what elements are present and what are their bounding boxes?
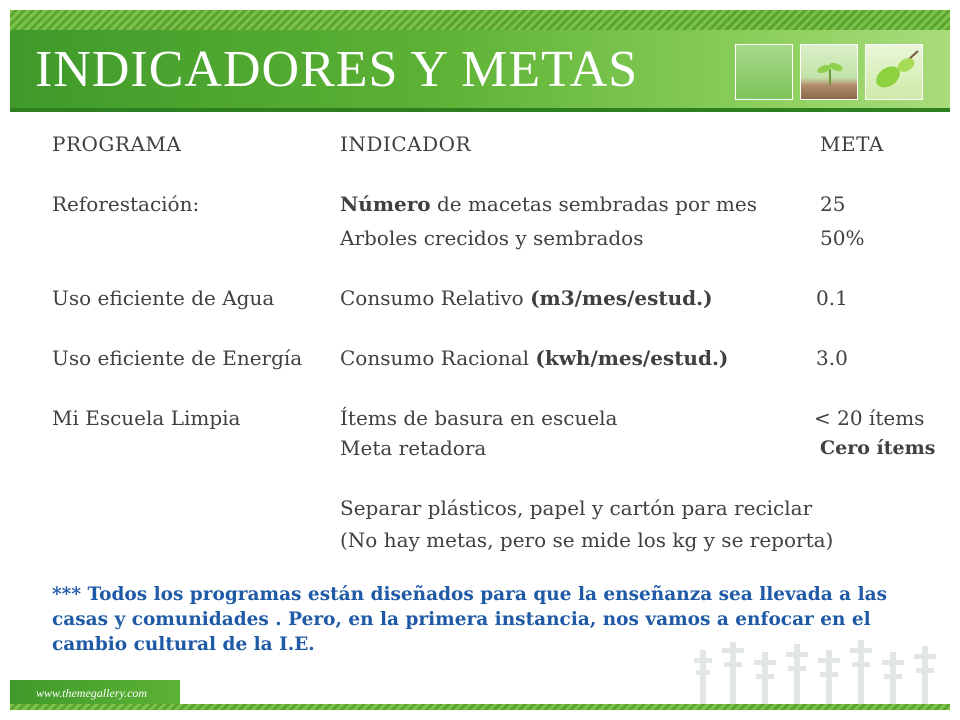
indicador-text: Consumo Relativo xyxy=(340,286,531,310)
indicador-unit: (m3/mes/estud.) xyxy=(530,286,713,310)
indicador-text: Consumo Racional xyxy=(340,346,536,370)
row-meta: 3.0 xyxy=(816,346,848,370)
row-meta: 50% xyxy=(820,226,865,250)
thumbnail-sprout-image xyxy=(800,44,858,100)
banner-shadow xyxy=(10,108,950,112)
plant-silhouettes-decoration xyxy=(690,630,950,704)
row-programa: Mi Escuela Limpia xyxy=(52,406,241,430)
row-indicador: Ítems de basura en escuela xyxy=(340,406,618,430)
row-indicador xyxy=(340,192,757,216)
row-indicador: Arboles crecidos y sembrados xyxy=(340,226,644,250)
thumbnail-leaves-image xyxy=(865,44,923,100)
indicador-text: de macetas sembradas por mes xyxy=(430,192,757,216)
header-meta: META xyxy=(820,132,884,156)
row-programa: Uso eficiente de Energía xyxy=(52,346,303,370)
indicador-bold: Número xyxy=(340,192,431,216)
row-programa: Uso eficiente de Agua xyxy=(52,286,275,310)
thumbnail-green xyxy=(735,44,793,100)
footer-url[interactable]: www.themegallery.com xyxy=(36,686,148,700)
header-programa: PROGRAMA xyxy=(52,132,182,156)
sprout-icon xyxy=(801,45,858,100)
footer-stripe xyxy=(10,704,950,710)
row-indicador: (No hay metas, pero se mide los kg y se reporta) xyxy=(340,528,834,552)
row-meta: 25 xyxy=(820,192,846,216)
row-indicador: Meta retadora xyxy=(340,436,487,460)
slide-title: INDICADORES Y METAS xyxy=(35,41,639,98)
header-stripe xyxy=(10,10,950,30)
header-indicador: INDICADOR xyxy=(340,132,472,156)
row-indicador xyxy=(340,346,728,370)
footnote-text: Todos los programas están diseñados para que la enseñanza sea llevada a las casas y comunidades . Pero, en la primera instancia, nos vamos a enfocar en el cambio cultural de la I.E. xyxy=(52,584,888,655)
row-indicador: Separar plásticos, papel y cartón para reciclar xyxy=(340,496,813,520)
footnote-stars: *** xyxy=(52,584,82,605)
row-meta: 0.1 xyxy=(816,286,848,310)
row-meta: Cero ítems xyxy=(820,437,936,459)
row-indicador xyxy=(340,286,713,310)
leaves-icon xyxy=(866,45,923,100)
row-meta: < 20 ítems xyxy=(814,406,925,430)
row-programa: Reforestación: xyxy=(52,192,200,216)
indicador-unit: (kwh/mes/estud.) xyxy=(535,346,729,370)
